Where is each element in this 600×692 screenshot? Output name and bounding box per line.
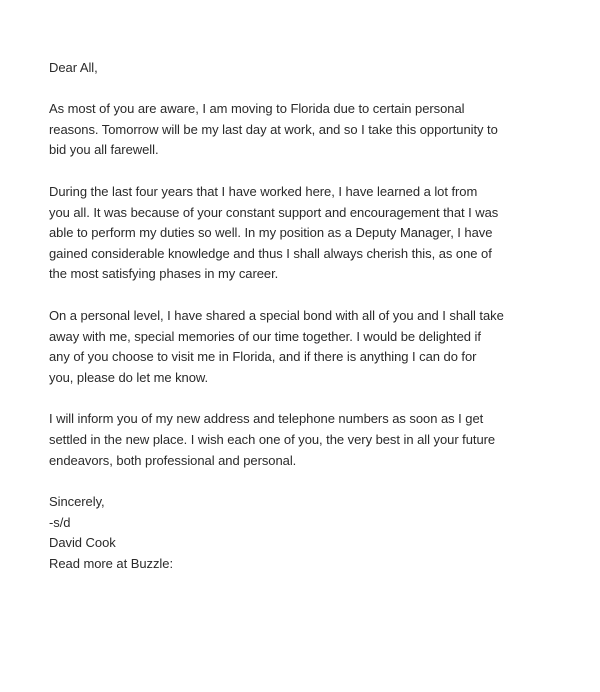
- paragraph-line: endeavors, both professional and personal.: [49, 452, 297, 468]
- paragraph-line: able to perform my duties so well. In my position as a Deputy Manager, I have: [49, 225, 493, 241]
- paragraph-line: the most satisfying phases in my career.: [49, 266, 279, 282]
- paragraph-line: On a personal level, I have shared a special bond with all of you and I shall take: [49, 307, 504, 323]
- signature: -s/d: [49, 514, 71, 530]
- letter-greeting: [49, 58, 580, 79]
- farewell-letter: [49, 58, 580, 574]
- paragraph-line: gained considerable knowledge and thus I shall always cherish this, as one of: [49, 245, 492, 261]
- paragraph-contact: [49, 409, 580, 471]
- letter-closing: [49, 492, 580, 574]
- paragraph-line: I will inform you of my new address and telephone numbers as soon as I get: [49, 411, 484, 427]
- paragraph-experience: [49, 182, 580, 285]
- paragraph-line: any of you choose to visit me in Florida, and if there is anything I can do for: [49, 349, 477, 365]
- paragraph-line: As most of you are aware, I am moving to Florida due to certain personal: [49, 101, 465, 117]
- source-note: Read more at Buzzle:: [49, 555, 174, 571]
- paragraph-line: settled in the new place. I wish each one of you, the very best in all your future: [49, 431, 496, 447]
- paragraph-line: away with me, special memories of our time together. I would be delighted if: [49, 328, 481, 344]
- greeting-text: Dear All,: [49, 60, 98, 75]
- paragraph-personal: [49, 306, 580, 388]
- paragraph-line: reasons. Tomorrow will be my last day at work, and so I take this opportunity to: [49, 121, 498, 137]
- paragraph-line: you, please do let me know.: [49, 369, 209, 385]
- paragraph-line: you all. It was because of your constant support and encouragement that I was: [49, 204, 499, 220]
- sender-name: David Cook: [49, 535, 116, 551]
- valediction: Sincerely,: [49, 494, 105, 510]
- paragraph-moving: [49, 99, 580, 161]
- paragraph-line: bid you all farewell.: [49, 142, 159, 158]
- paragraph-line: During the last four years that I have worked here, I have learned a lot from: [49, 183, 478, 199]
